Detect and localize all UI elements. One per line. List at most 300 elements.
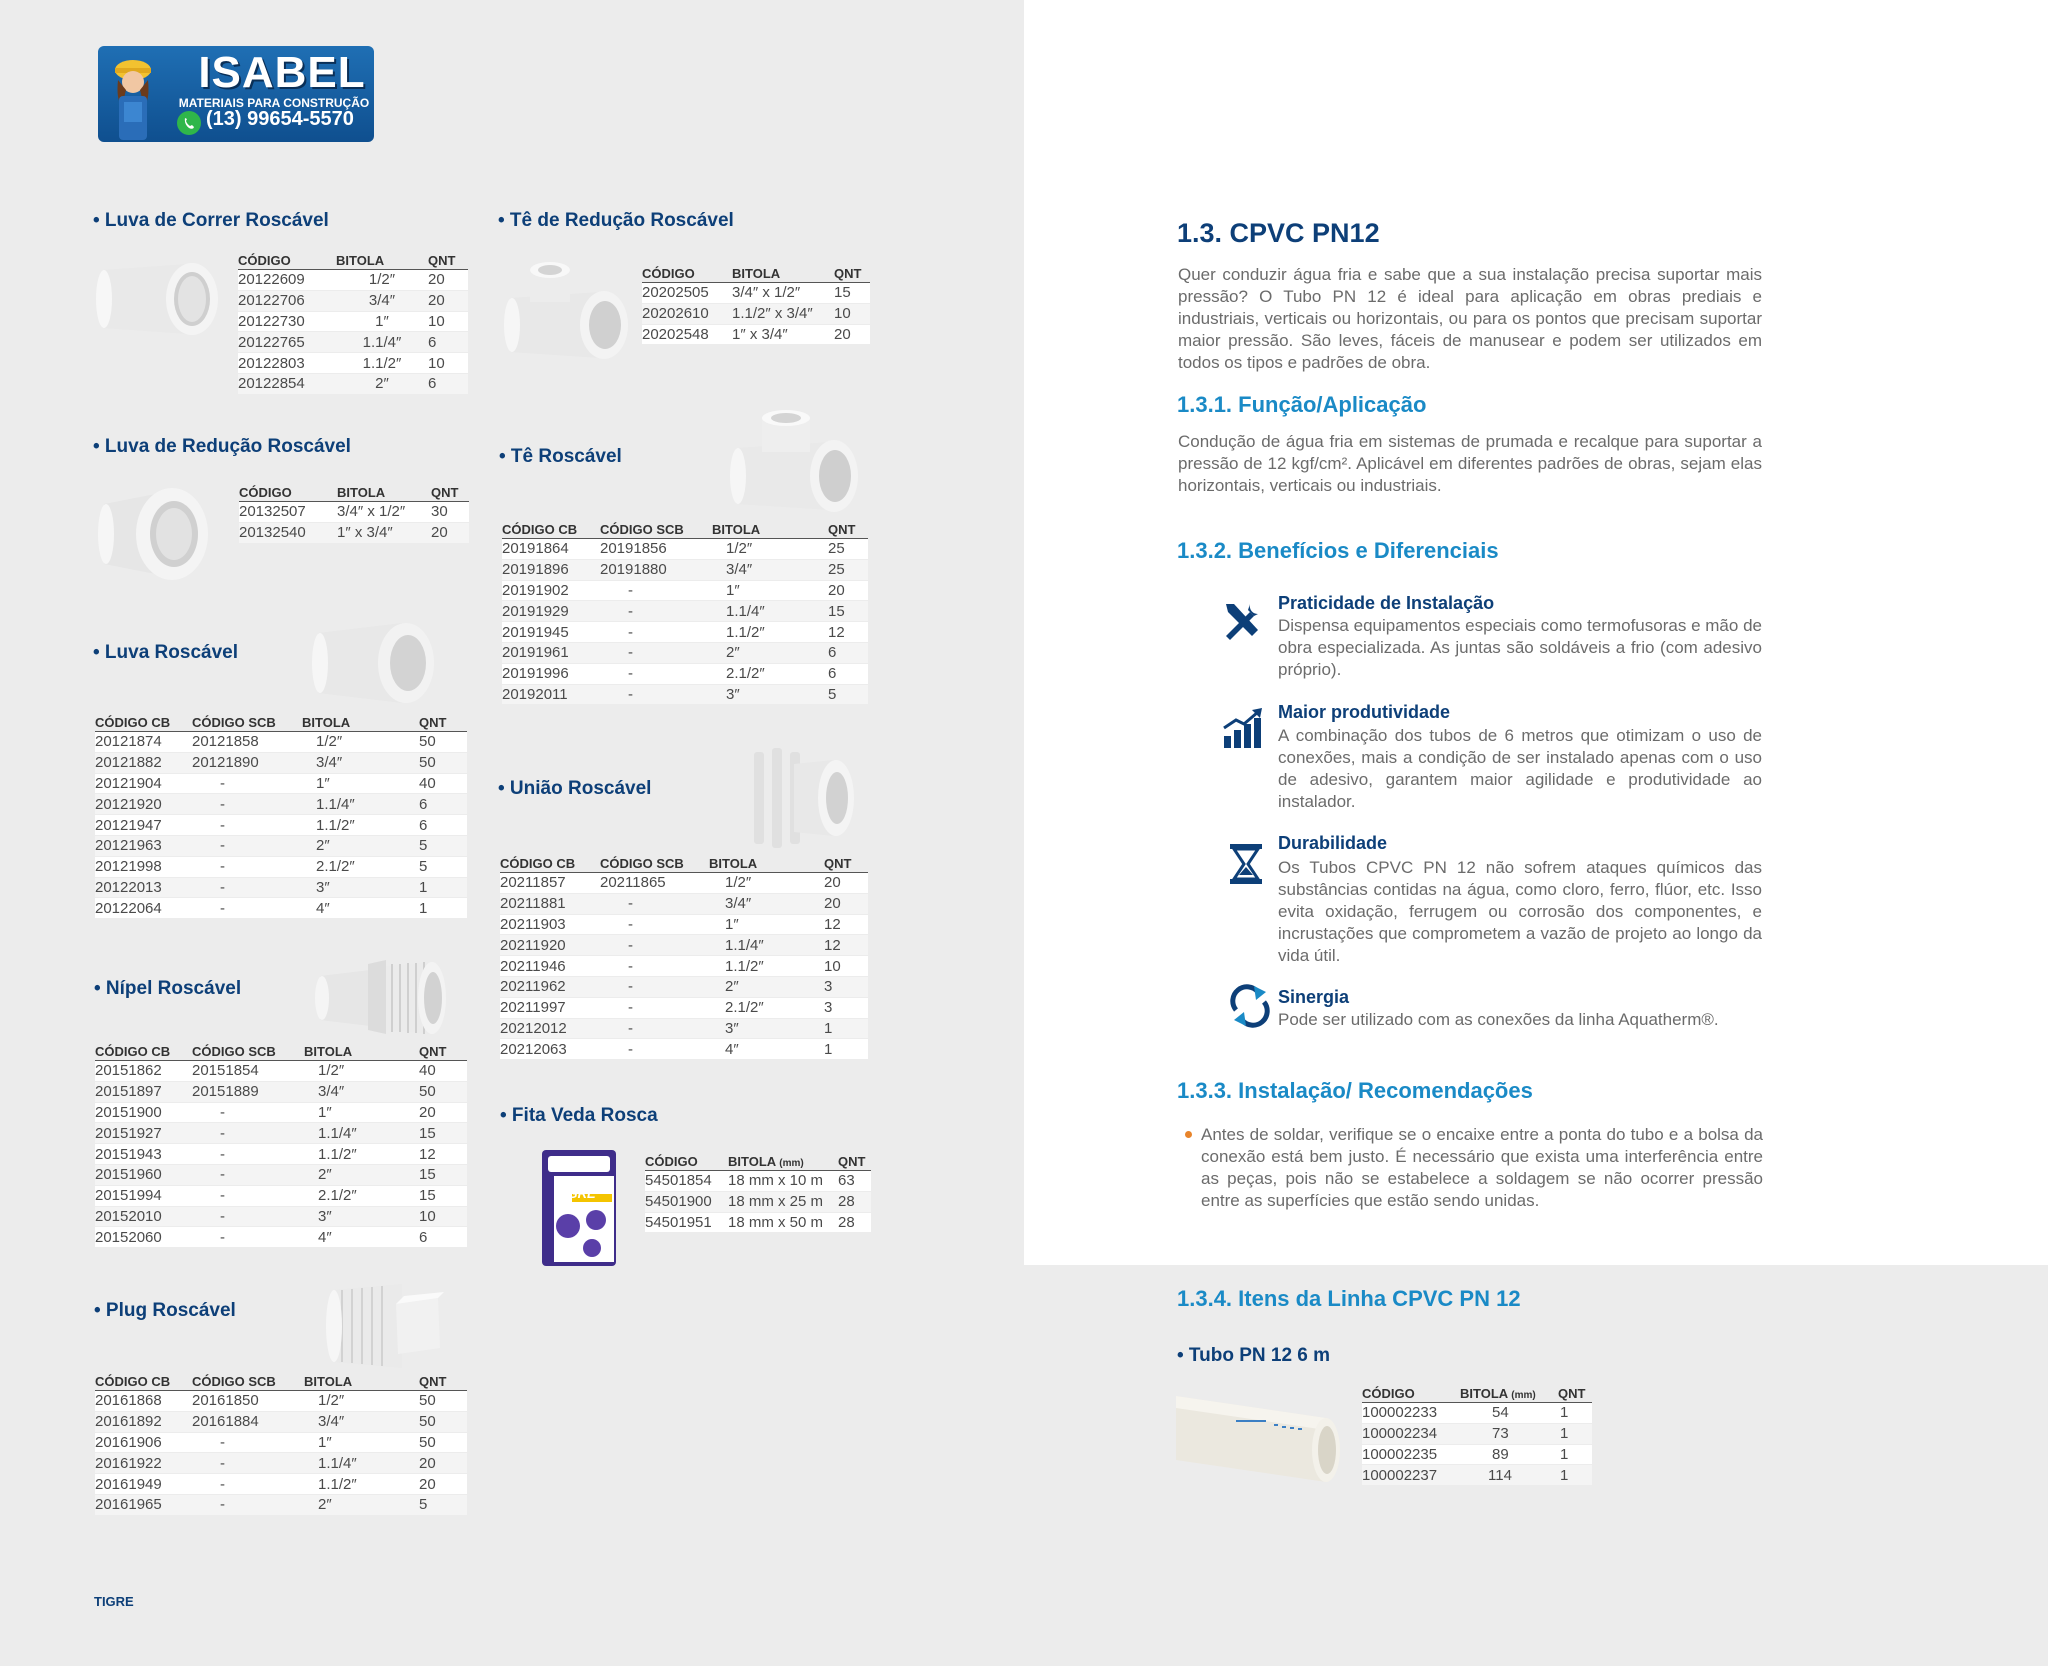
- cell-bitola: 1.1/4″: [712, 601, 828, 622]
- cell-bitola: 3″: [712, 684, 828, 705]
- table-row: [95, 898, 467, 919]
- cell-qnt: 3: [824, 997, 868, 1018]
- table-row: [645, 1191, 871, 1212]
- table-row: [500, 873, 868, 894]
- section-title-luva-reducao: • Luva de Redução Roscável: [93, 436, 351, 457]
- cell-code-cb: 20152010: [95, 1206, 192, 1227]
- table-header: CÓDIGO CB: [95, 1373, 192, 1391]
- cell-bitola: 1″: [712, 580, 828, 601]
- table-row: [502, 622, 868, 643]
- cell-qnt: 20: [824, 893, 868, 914]
- table-header: BITOLA: [337, 484, 431, 502]
- cell-code-scb: 20161884: [192, 1411, 304, 1432]
- cell-code-cb: 20211962: [500, 976, 600, 997]
- table-row: [95, 815, 467, 836]
- cell-bitola: 1.1/4″: [304, 1453, 419, 1474]
- logo-subtitle: MATERIAIS PARA CONSTRUÇÃO: [178, 96, 370, 110]
- cell-code-cb: 20191902: [502, 580, 600, 601]
- table-luva-reducao: [239, 484, 469, 544]
- section-title-uniao: • União Roscável: [498, 778, 652, 799]
- cell-code-cb: 20121963: [95, 835, 192, 856]
- cell-qnt: 1: [419, 898, 467, 919]
- cell-code-scb: 20211865: [600, 873, 709, 894]
- cell-qnt: 30: [431, 502, 469, 523]
- table-header: [728, 1153, 838, 1171]
- table-row: [238, 332, 468, 353]
- bitola-label: BITOLA: [728, 1153, 776, 1169]
- cell-qnt: 10: [834, 303, 870, 324]
- cell-bitola: 1″ x 3/4″: [732, 324, 834, 345]
- table-row: [239, 522, 469, 543]
- table-header: CÓDIGO SCB: [600, 855, 709, 873]
- table-nipel: [95, 1043, 467, 1248]
- cell-code-cb: 20151960: [95, 1164, 192, 1185]
- feature-title: Sinergia: [1278, 987, 1350, 1007]
- cell-code-cb: 20212063: [500, 1039, 600, 1060]
- subheading-beneficios: 1.3.2. Benefícios e Diferenciais: [1177, 538, 1499, 563]
- cell-code: 20122609: [238, 270, 336, 291]
- cell-code-cb: 20161922: [95, 1453, 192, 1474]
- cell-bitola: 3″: [304, 1206, 419, 1227]
- cell-code-cb: 20211946: [500, 956, 600, 977]
- table-row: [95, 1144, 467, 1165]
- cell-qnt: 5: [419, 835, 467, 856]
- luva-image: [310, 615, 440, 711]
- cell-code-scb: -: [192, 1494, 304, 1515]
- cell-qnt: 50: [419, 732, 467, 753]
- cell-bitola: 18 mm x 10 m: [728, 1171, 838, 1192]
- cell-qnt: 15: [834, 283, 870, 304]
- cell-bitola: 54: [1460, 1403, 1558, 1424]
- hourglass-icon: [1224, 842, 1268, 886]
- table-row: [95, 1494, 467, 1515]
- cell-qnt: 10: [419, 1206, 467, 1227]
- luva-correr-image: [92, 250, 222, 348]
- cell-code-cb: 20121998: [95, 856, 192, 877]
- table-header: CÓDIGO SCB: [192, 1373, 304, 1391]
- table-row: [1362, 1403, 1592, 1424]
- table-row: [95, 1391, 467, 1412]
- cell-code: 100002237: [1362, 1465, 1460, 1486]
- cell-code-scb: -: [192, 1164, 304, 1185]
- cell-bitola: 3″: [302, 877, 419, 898]
- table-row: [95, 1061, 467, 1082]
- cell-qnt: 15: [419, 1164, 467, 1185]
- cell-code-scb: -: [600, 1039, 709, 1060]
- cell-qnt: 20: [428, 290, 468, 311]
- table-te: [502, 521, 868, 705]
- cell-code-scb: -: [192, 1206, 304, 1227]
- table-row: [95, 1411, 467, 1432]
- table-header: BITOLA: [712, 521, 828, 539]
- table-header: QNT: [1558, 1385, 1592, 1403]
- luva-reducao-image: [96, 482, 216, 586]
- table-header: [1460, 1385, 1558, 1403]
- cell-code-scb: -: [192, 1102, 304, 1123]
- cell-code-scb: -: [600, 935, 709, 956]
- cell-bitola: 3/4″: [336, 290, 428, 311]
- cell-code-scb: 20121890: [192, 752, 302, 773]
- cell-bitola: 18 mm x 25 m: [728, 1191, 838, 1212]
- cell-code-scb: -: [600, 1018, 709, 1039]
- cell-code: 20202610: [642, 303, 732, 324]
- cell-bitola: 2″: [709, 976, 824, 997]
- table-row: [502, 642, 868, 663]
- cell-qnt: 6: [419, 1227, 467, 1248]
- table-header: BITOLA: [304, 1043, 419, 1061]
- cell-code-cb: 20192011: [502, 684, 600, 705]
- table-header: QNT: [834, 265, 870, 283]
- cell-qnt: 6: [428, 373, 468, 394]
- growth-chart-icon: [1222, 706, 1266, 750]
- table-row: [500, 956, 868, 977]
- table-row: [502, 663, 868, 684]
- te-reducao-image: [500, 258, 634, 368]
- table-row: [95, 856, 467, 877]
- cell-qnt: 20: [824, 873, 868, 894]
- subheading-itens: 1.3.4. Itens da Linha CPVC PN 12: [1177, 1286, 1521, 1311]
- intro-paragraph: Quer conduzir água fria e sabe que a sua instalação precisa suportar mais pressão? O Tubo PN 12 é ideal para aplicação em obras prediais e industriais, verticais ou horizontais, ou para os pontos que precisam suportar maior pressão. São leves, fáceis de manusear e podem ser utilizados em todos os tipos e padrões de obra.: [1178, 265, 1762, 372]
- cell-bitola: 73: [1460, 1423, 1558, 1444]
- cell-qnt: 20: [828, 580, 868, 601]
- section-title-te-reducao: • Tê de Redução Roscável: [498, 210, 734, 231]
- table-row: [502, 684, 868, 705]
- feature-desc: Dispensa equipamentos especiais como termofusoras e mão de obra especializada. As juntas são soldáveis a frio (com adesivo próprio).: [1278, 616, 1762, 679]
- cell-code-cb: 20161868: [95, 1391, 192, 1412]
- cell-bitola: 1″: [304, 1432, 419, 1453]
- cell-code: 20122803: [238, 353, 336, 374]
- cell-qnt: 12: [824, 914, 868, 935]
- table-luva-correr: [238, 252, 468, 395]
- table-row: [500, 893, 868, 914]
- cell-bitola: 1.1/4″: [709, 935, 824, 956]
- table-row: [500, 935, 868, 956]
- cell-code-cb: 20212012: [500, 1018, 600, 1039]
- cell-bitola: 3/4″ x 1/2″: [337, 502, 431, 523]
- worker-figure-icon: [102, 50, 164, 140]
- cell-code: 54501854: [645, 1171, 728, 1192]
- table-header: QNT: [824, 855, 868, 873]
- te-image: [726, 408, 866, 518]
- table-header: CÓDIGO: [238, 252, 336, 270]
- feature-desc: Pode ser utilizado com as conexões da linha Aquatherm®.: [1278, 1010, 1719, 1029]
- cell-qnt: 20: [431, 522, 469, 543]
- cell-bitola: 1.1/4″: [336, 332, 428, 353]
- funcao-paragraph: Condução de água fria em sistemas de prumada e recalque para suportar a pressão de 12 kgf/cm². Aplicável em diferentes padrões de obras, sejam elas horizontais, verticais ou industriais.: [1178, 432, 1762, 495]
- cell-code-scb: -: [192, 1453, 304, 1474]
- cell-code-cb: 20191996: [502, 663, 600, 684]
- cell-bitola: 3/4″: [709, 893, 824, 914]
- cell-bitola: 2.1/2″: [712, 663, 828, 684]
- table-header: CÓDIGO SCB: [192, 1043, 304, 1061]
- table-row: [645, 1171, 871, 1192]
- table-header: CÓDIGO CB: [502, 521, 600, 539]
- feature-desc: A combinação dos tubos de 6 metros que otimizam o uso de conexões, mais a condição de ser instalado apenas com o uso de adesivo, garantem maior agilidade e produtividade ao instalador.: [1278, 726, 1762, 811]
- table-row: [95, 1081, 467, 1102]
- cell-bitola: 1″: [304, 1102, 419, 1123]
- table-row: [642, 324, 870, 345]
- cell-qnt: 12: [419, 1144, 467, 1165]
- table-header: BITOLA: [336, 252, 428, 270]
- cell-code-cb: 20152060: [95, 1227, 192, 1248]
- table-header: QNT: [419, 714, 467, 732]
- table-row: [95, 1123, 467, 1144]
- cell-bitola: 1.1/2″: [709, 956, 824, 977]
- table-row: [1362, 1444, 1592, 1465]
- table-header: QNT: [419, 1043, 467, 1061]
- cell-qnt: 6: [428, 332, 468, 353]
- table-row: [645, 1212, 871, 1233]
- cell-code: 100002233: [1362, 1403, 1460, 1424]
- cell-code-scb: -: [192, 1185, 304, 1206]
- cell-bitola: 2″: [304, 1494, 419, 1515]
- cell-code-cb: 20211881: [500, 893, 600, 914]
- cell-bitola: 1/2″: [304, 1391, 419, 1412]
- cell-code-scb: -: [600, 601, 712, 622]
- cell-qnt: 40: [419, 1061, 467, 1082]
- table-row: [502, 559, 868, 580]
- cell-qnt: 28: [838, 1212, 871, 1233]
- table-header: CÓDIGO: [239, 484, 337, 502]
- cell-bitola: 1″ x 3/4″: [337, 522, 431, 543]
- section-title-luva-correr: • Luva de Correr Roscável: [93, 210, 329, 231]
- cell-bitola: 1.1/2″: [712, 622, 828, 643]
- cell-code-scb: -: [600, 642, 712, 663]
- table-tubo: [1362, 1385, 1592, 1486]
- cell-code-scb: 20191880: [600, 559, 712, 580]
- cell-code-scb: -: [600, 622, 712, 643]
- cell-qnt: 40: [419, 773, 467, 794]
- cell-bitola: 1″: [336, 311, 428, 332]
- cell-qnt: 5: [419, 856, 467, 877]
- table-row: [95, 732, 467, 753]
- cell-code-cb: 20161892: [95, 1411, 192, 1432]
- cell-bitola: 1/2″: [709, 873, 824, 894]
- cell-qnt: 1: [824, 1018, 868, 1039]
- store-logo: [98, 46, 374, 142]
- cell-qnt: 10: [428, 353, 468, 374]
- cell-code-scb: -: [192, 898, 302, 919]
- table-header: BITOLA: [304, 1373, 419, 1391]
- bitola-label: BITOLA: [1460, 1385, 1508, 1401]
- table-row: [95, 1474, 467, 1495]
- cell-code: 54501900: [645, 1191, 728, 1212]
- table-row: [500, 1018, 868, 1039]
- sync-arrows-icon: [1228, 984, 1272, 1028]
- cell-bitola: 2.1/2″: [304, 1185, 419, 1206]
- table-row: [95, 877, 467, 898]
- table-row: [95, 1164, 467, 1185]
- plug-image: [322, 1276, 450, 1376]
- table-row: [502, 539, 868, 560]
- table-row: [95, 1206, 467, 1227]
- cell-bitola: 3″: [709, 1018, 824, 1039]
- cell-code-cb: 20191929: [502, 601, 600, 622]
- table-header: QNT: [431, 484, 469, 502]
- cell-qnt: 6: [828, 663, 868, 684]
- table-row: [238, 373, 468, 394]
- table-te-reducao: [642, 265, 870, 345]
- cell-qnt: 5: [828, 684, 868, 705]
- bullet-dot: [1185, 1131, 1192, 1138]
- cell-qnt: 15: [419, 1123, 467, 1144]
- fita-brand-label: TIGRE: [556, 1186, 596, 1201]
- cell-qnt: 20: [834, 324, 870, 345]
- cell-bitola: 1/2″: [304, 1061, 419, 1082]
- unit-label: (mm): [1511, 1389, 1536, 1401]
- cell-code-scb: -: [192, 773, 302, 794]
- cell-code: 100002234: [1362, 1423, 1460, 1444]
- cell-code-scb: -: [192, 1144, 304, 1165]
- unit-label: (mm): [779, 1157, 804, 1169]
- cell-qnt: 1: [1558, 1444, 1592, 1465]
- subheading-funcao: 1.3.1. Função/Aplicação: [1177, 392, 1427, 417]
- cell-code-cb: 20211903: [500, 914, 600, 935]
- cell-qnt: 10: [428, 311, 468, 332]
- cell-code: 100002235: [1362, 1444, 1460, 1465]
- cell-code-scb: -: [600, 893, 709, 914]
- table-row: [500, 1039, 868, 1060]
- table-header: CÓDIGO: [642, 265, 732, 283]
- cell-code-cb: 20122013: [95, 877, 192, 898]
- tubo-image: [1176, 1390, 1348, 1484]
- cell-qnt: 50: [419, 752, 467, 773]
- cell-code-scb: -: [192, 1123, 304, 1144]
- table-row: [1362, 1465, 1592, 1486]
- cell-qnt: 20: [419, 1102, 467, 1123]
- cell-code-cb: 20151862: [95, 1061, 192, 1082]
- cell-code-cb: 20211920: [500, 935, 600, 956]
- cell-code-scb: -: [600, 914, 709, 935]
- table-header: BITOLA: [302, 714, 419, 732]
- table-header: BITOLA: [709, 855, 824, 873]
- table-header: CÓDIGO CB: [95, 714, 192, 732]
- table-row: [95, 794, 467, 815]
- cell-qnt: 15: [419, 1185, 467, 1206]
- cell-code-cb: 20151994: [95, 1185, 192, 1206]
- cell-bitola: 2″: [302, 835, 419, 856]
- table-row: [642, 303, 870, 324]
- table-row: [239, 502, 469, 523]
- cell-bitola: 3/4″: [302, 752, 419, 773]
- cell-code-scb: 20151889: [192, 1081, 304, 1102]
- cell-qnt: 6: [419, 815, 467, 836]
- table-row: [238, 311, 468, 332]
- cell-bitola: 3/4″: [712, 559, 828, 580]
- cell-code: 20132540: [239, 522, 337, 543]
- cell-qnt: 12: [824, 935, 868, 956]
- cell-code-cb: 20121882: [95, 752, 192, 773]
- cell-code: 20122765: [238, 332, 336, 353]
- cell-code-cb: 20151897: [95, 1081, 192, 1102]
- feature-title: Durabilidade: [1278, 833, 1388, 853]
- table-fita: [645, 1153, 871, 1233]
- cell-bitola: 1″: [709, 914, 824, 935]
- table-header: QNT: [428, 252, 468, 270]
- table-row: [500, 914, 868, 935]
- cell-code-scb: 20151854: [192, 1061, 304, 1082]
- cell-qnt: 3: [824, 976, 868, 997]
- cell-code-scb: -: [192, 1474, 304, 1495]
- table-header: CÓDIGO SCB: [600, 521, 712, 539]
- table-row: [1362, 1423, 1592, 1444]
- table-row: [95, 1185, 467, 1206]
- cell-qnt: 6: [828, 642, 868, 663]
- cell-qnt: 50: [419, 1411, 467, 1432]
- cell-qnt: 25: [828, 559, 868, 580]
- fita-veda-rosca-image: [534, 1146, 624, 1270]
- table-row: [500, 976, 868, 997]
- cell-code-cb: 20121920: [95, 794, 192, 815]
- table-header: QNT: [419, 1373, 467, 1391]
- cell-code-scb: -: [192, 1432, 304, 1453]
- cell-bitola: 114: [1460, 1465, 1558, 1486]
- cell-qnt: 50: [419, 1432, 467, 1453]
- cell-code-scb: -: [192, 856, 302, 877]
- footer-brand: TIGRE: [94, 1594, 134, 1609]
- feature-desc: Os Tubos CPVC PN 12 não sofrem ataques químicos das substâncias contidas na água, como cloro, ferro, flúor, etc. Isso evita oxidação, ferrugem ou corrosão dos componentes, e incrustações que comprometem a vazão de projeto ao longo da vida útil.: [1278, 858, 1762, 965]
- table-row: [502, 580, 868, 601]
- cell-qnt: 28: [838, 1191, 871, 1212]
- cell-code-cb: 20121947: [95, 815, 192, 836]
- table-header: CÓDIGO: [1362, 1385, 1460, 1403]
- tools-icon: [1220, 598, 1264, 642]
- table-plug: [95, 1373, 467, 1516]
- cell-bitola: 1.1/2″ x 3/4″: [732, 303, 834, 324]
- cell-code-cb: 20211997: [500, 997, 600, 1018]
- cell-qnt: 1: [1558, 1403, 1592, 1424]
- table-row: [238, 270, 468, 291]
- feature-title: Maior produtividade: [1278, 702, 1451, 722]
- cell-code-cb: 20151943: [95, 1144, 192, 1165]
- table-row: [500, 997, 868, 1018]
- table-row: [95, 1432, 467, 1453]
- cell-qnt: 50: [419, 1081, 467, 1102]
- cell-qnt: 20: [428, 270, 468, 291]
- cell-code: 20202548: [642, 324, 732, 345]
- cell-code-scb: -: [600, 580, 712, 601]
- cell-code: 20202505: [642, 283, 732, 304]
- subheading-instalacao: 1.3.3. Instalação/ Recomendações: [1177, 1078, 1533, 1103]
- cell-qnt: 20: [419, 1453, 467, 1474]
- table-header: CÓDIGO: [645, 1153, 728, 1171]
- logo-name: ISABEL: [198, 48, 366, 97]
- feature-title: Praticidade de Instalação: [1278, 593, 1495, 613]
- cell-qnt: 15: [828, 601, 868, 622]
- cell-code-scb: -: [600, 684, 712, 705]
- cell-bitola: 89: [1460, 1444, 1558, 1465]
- cell-code-cb: 20161906: [95, 1432, 192, 1453]
- cell-qnt: 1: [1558, 1423, 1592, 1444]
- table-uniao: [500, 855, 868, 1060]
- cell-code: 20122730: [238, 311, 336, 332]
- table-row: [95, 773, 467, 794]
- table-row: [238, 290, 468, 311]
- cell-bitola: 1.1/4″: [302, 794, 419, 815]
- cell-qnt: 20: [419, 1474, 467, 1495]
- cell-code-cb: 20151927: [95, 1123, 192, 1144]
- table-row: [95, 835, 467, 856]
- section-title-te: • Tê Roscável: [499, 446, 622, 467]
- cell-qnt: 10: [824, 956, 868, 977]
- cell-qnt: 1: [419, 877, 467, 898]
- cell-code-cb: 20161949: [95, 1474, 192, 1495]
- table-row: [238, 353, 468, 374]
- cell-qnt: 63: [838, 1171, 871, 1192]
- cell-bitola: 1/2″: [302, 732, 419, 753]
- cell-code-scb: -: [192, 835, 302, 856]
- table-row: [95, 1102, 467, 1123]
